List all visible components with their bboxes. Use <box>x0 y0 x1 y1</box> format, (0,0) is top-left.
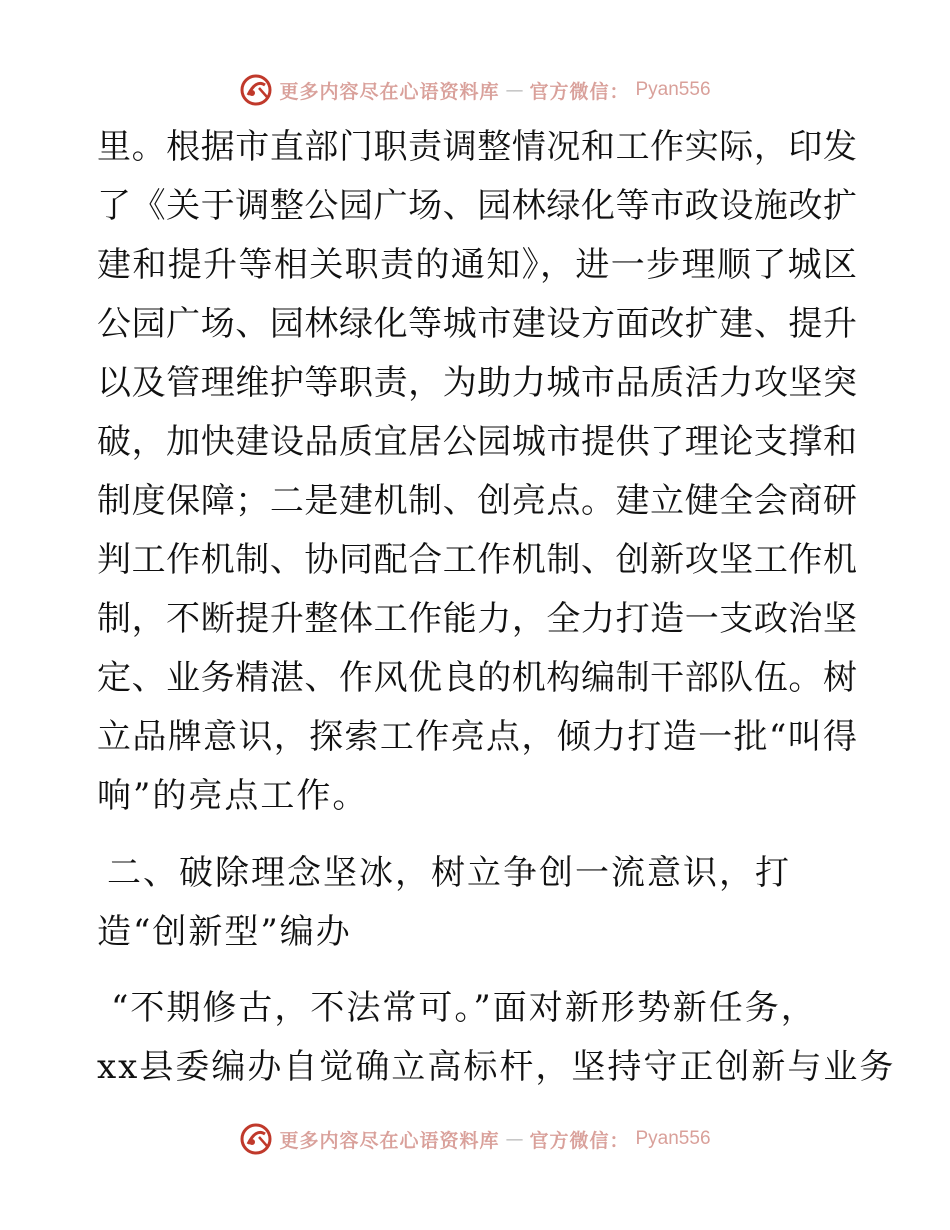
paragraph-line: “不期修古，不法常可。”面对新形势新任务， <box>111 988 817 1028</box>
body-paragraph <box>97 118 857 826</box>
paragraph-line: 建和提升等相关职责的通知》，进一步理顺了城区 <box>97 245 857 285</box>
paragraph-line: 了《关于调整公园广场、园林绿化等市政设施改扩 <box>97 186 857 226</box>
section-heading-line: 造“创新型”编办 <box>97 912 352 952</box>
watermark-channel: 官方微信： <box>529 1129 630 1152</box>
watermark-brand: 更多内容尽在心语资料库 <box>279 1129 500 1152</box>
header-watermark <box>0 70 950 110</box>
watermark-brand: 更多内容尽在心语资料库 <box>279 80 500 103</box>
watermark-separator: — <box>505 1128 524 1150</box>
section-heading <box>97 844 857 962</box>
watermark-separator: — <box>505 79 524 101</box>
document-body <box>97 118 896 1097</box>
watermark-handle: Pyan556 <box>635 1128 711 1149</box>
watermark-channel: 官方微信： <box>529 80 630 103</box>
paragraph-line: 制度保障；二是建机制、创亮点。建立健全会商研 <box>97 481 857 521</box>
paragraph-line: 判工作机制、协同配合工作机制、创新攻坚工作机 <box>97 540 857 580</box>
paragraph-line: 制，不断提升整体工作能力，全力打造一支政治坚 <box>97 599 857 639</box>
paragraph-line: xx县委编办自觉确立高标杆，坚持守正创新与业务 <box>97 1047 896 1087</box>
paragraph-line: 里。根据市直部门职责调整情况和工作实际，印发 <box>97 127 857 167</box>
paragraph-line: 以及管理维护等职责，为助力城市品质活力攻坚突 <box>97 363 857 403</box>
paragraph-line: 定、业务精湛、作风优良的机构编制干部队伍。树 <box>97 658 857 698</box>
paragraph-line: 立品牌意识，探索工作亮点，倾力打造一批“叫得 <box>97 717 857 757</box>
paragraph-line: 破，加快建设品质宜居公园城市提供了理论支撑和 <box>97 422 857 462</box>
brand-logo-icon <box>239 73 273 107</box>
paragraph-line: 公园广场、园林绿化等城市建设方面改扩建、提升 <box>97 304 857 344</box>
brand-logo-icon <box>239 1122 273 1156</box>
closing-paragraph <box>97 979 896 1097</box>
section-heading-line: 二、破除理念坚冰，树立争创一流意识，打 <box>107 853 791 893</box>
watermark-handle: Pyan556 <box>635 79 711 100</box>
paragraph-line: 响”的亮点工作。 <box>97 776 369 816</box>
footer-watermark <box>0 1119 950 1159</box>
